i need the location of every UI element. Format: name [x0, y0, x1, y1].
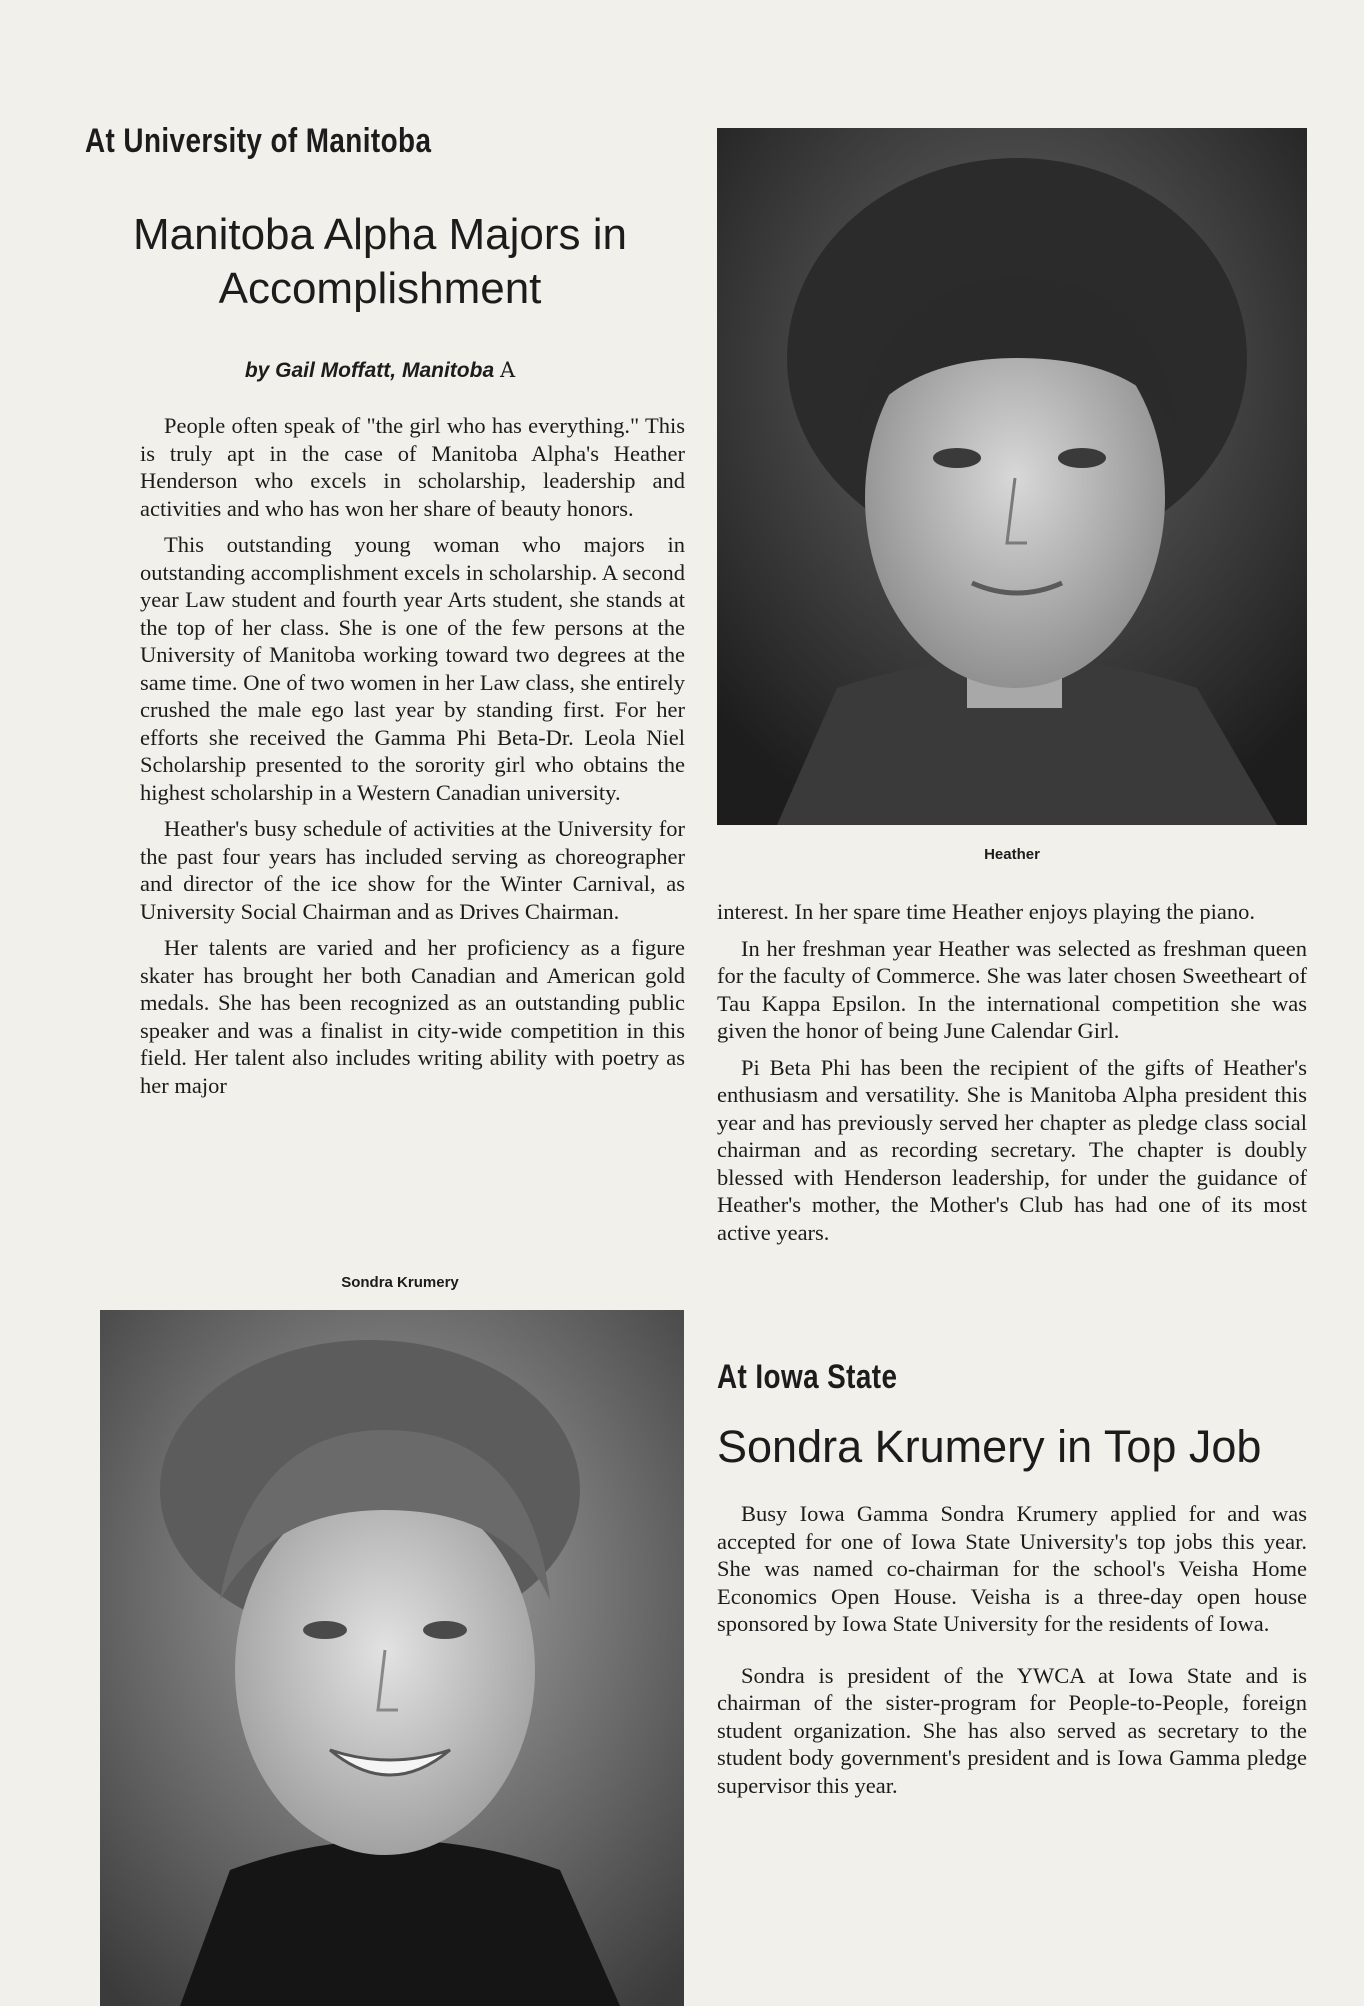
body-paragraph: In her freshman year Heather was selected as freshman queen for the faculty of Commerce. She was later chosen Sweetheart of Tau Kappa Epsilon. In the international competition she was given the honor of being June Calendar Girl.	[717, 935, 1307, 1043]
article-headline-sondra: Sondra Krumery in Top Job	[717, 1421, 1262, 1472]
byline-chapter: Α	[499, 358, 516, 382]
section-kicker-iowa-state: At Iowa State	[717, 1358, 898, 1396]
body-paragraph: Pi Beta Phi has been the recipient of the gifts of Heather's enthusiasm and versatility. She is Manitoba Alpha president this year and has previously served her chapter as pledge class social chairman and as recording secretary. The chapter is doubly blessed with Henderson leadership, for under the guidance of Heather's mother, the Mother's Club has had one of its most active years.	[717, 1054, 1307, 1245]
right-column-body	[717, 898, 1307, 1255]
article-headline-manitoba	[70, 208, 690, 315]
byline-school: Manitoba	[401, 359, 495, 382]
body-paragraph: interest. In her spare time Heather enjoys playing the piano.	[717, 899, 1255, 924]
body-paragraph: Her talents are varied and her proficiency as a figure skater has brought her both Canadian and American gold medals. She has been recognized as an outstanding public speaker and was a finalist in city-wide competition in this field. Her talent also includes writing ability with poetry as her major	[140, 935, 685, 1098]
sondra-photo	[100, 1310, 684, 2006]
caption-heather: Heather	[984, 846, 1040, 863]
body-paragraph: This outstanding young woman who majors in outstanding accomplishment excels in scholarship. A second year Law student and fourth year Arts student, she stands at the top of her class. She is one of the few persons at the University of Manitoba working toward two degrees at the same time. One of two women in her Law class, she entirely crushed the male ego last year by standing first. For her efforts she received the Gamma Phi Beta-Dr. Leola Niel Scholarship presented to the sorority girl who obtains the highest scholarship in a Western Canadian university.	[140, 532, 685, 805]
portrait-placeholder-sondra	[100, 1310, 684, 2006]
body-paragraph: People often speak of "the girl who has everything." This is truly apt in the case of Manitoba Alpha's Heather Henderson who excels in scholarship, leadership and activities and who has won her share of beauty honors.	[140, 413, 685, 521]
heather-photo	[717, 128, 1307, 825]
section-kicker-manitoba: At University of Manitoba	[85, 122, 432, 160]
headline-line-1: Manitoba Alpha Majors in	[132, 210, 628, 259]
left-column-body	[140, 412, 685, 1108]
caption-sondra: Sondra Krumery	[341, 1274, 459, 1291]
byline-prefix: by Gail Moffatt,	[244, 359, 397, 382]
iowa-state-body	[717, 1500, 1307, 1808]
headline-line-2: Accomplishment	[218, 263, 542, 313]
body-paragraph: Sondra is president of the YWCA at Iowa State and is chairman of the sister-program for People-to-People, foreign student organization. She has also served as secretary to the student body government's president and is Iowa Gamma pledge supervisor this year.	[717, 1662, 1307, 1798]
portrait-placeholder-heather	[717, 128, 1307, 825]
body-paragraph: Busy Iowa Gamma Sondra Krumery applied for and was accepted for one of Iowa State University's top jobs this year. She was named co-chairman for the school's Veisha Home Economics Open House. Veisha is a three-day open house sponsored by Iowa State University for the residents of Iowa.	[717, 1501, 1307, 1636]
article-byline	[70, 358, 690, 383]
body-paragraph: Heather's busy schedule of activities at the University for the past four years has included serving as choreographer and director of the ice show for the Winter Carnival, as University Social Chairman and as Drives Chairman.	[140, 816, 685, 924]
